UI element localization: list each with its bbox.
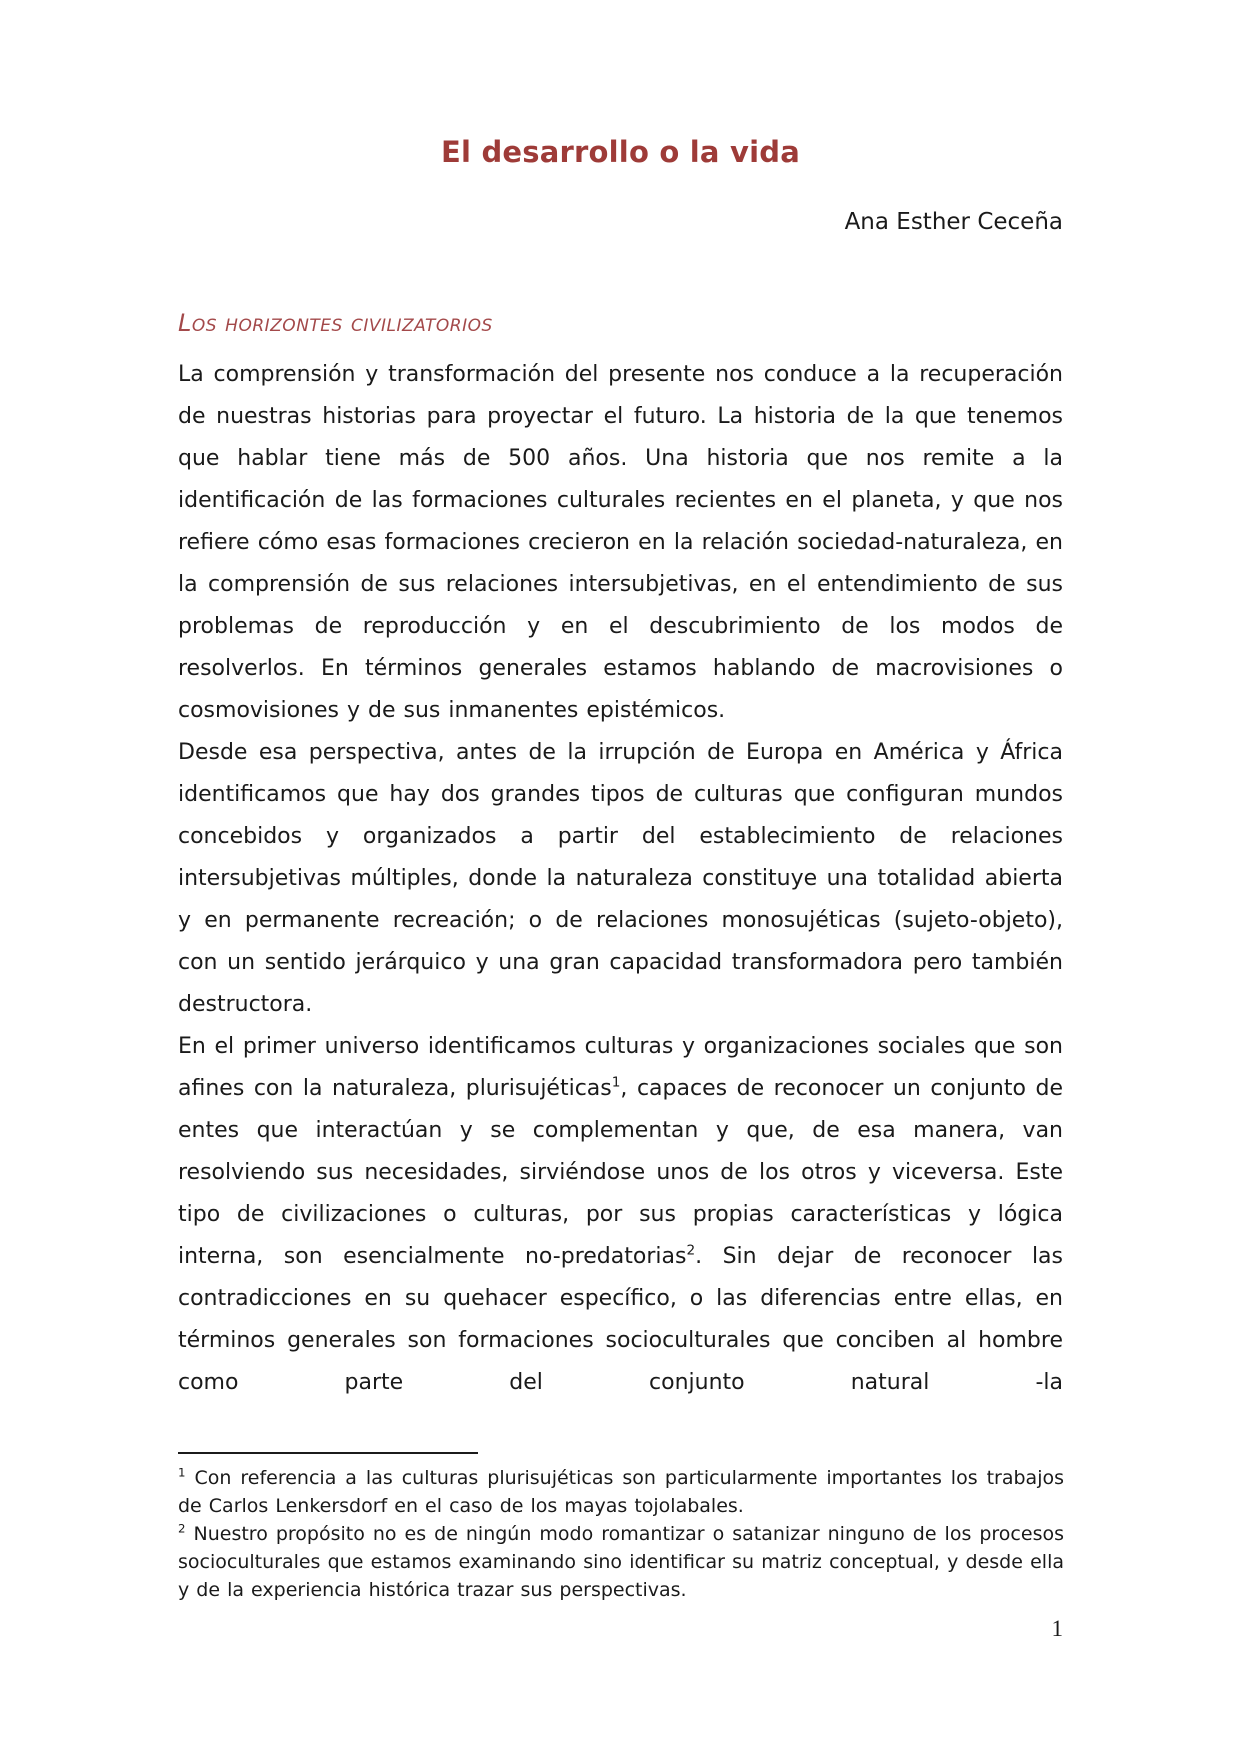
footnotes-section <box>178 1452 1064 1604</box>
author-name: Ana Esther Ceceña <box>844 209 1063 235</box>
page-number: 1 <box>1051 1616 1063 1641</box>
footnote-ref-1: 1 <box>611 1074 621 1091</box>
section-heading: Los horizontes civilizatorios <box>178 309 493 337</box>
paragraph-2: Desde esa perspectiva, antes de la irrupción de Europa en América y África identificamos que hay dos grandes tipos de culturas que configuran mundos concebidos y organizados a partir del establecimiento de relaciones intersubjetivas múltiples, donde la naturaleza constituye una totalidad abierta y en permanente recreación; o de relaciones monosujéticas (sujeto-objeto), con un sentido jerárquico y una gran capacidad transformadora pero también destructora. <box>178 740 1063 1017</box>
footnote-2 <box>178 1520 1064 1604</box>
footnote-ref-2: 2 <box>686 1242 696 1259</box>
paragraph-1: La comprensión y transformación del presente nos conduce a la recuperación de nuestras historias para proyectar el futuro. La historia de la que tenemos que hablar tiene más de 500 años. Una historia que nos remite a la identificación de las formaciones culturales recientes en el planeta, y que nos refiere cómo esas formaciones crecieron en la relación sociedad-naturaleza, en la comprensión de sus relaciones intersubjetivas, en el entendimiento de sus problemas de reproducción y en el descubrimiento de los modos de resolverlos. En términos generales estamos hablando de macrovisiones o cosmovisiones y de sus inmanentes epistémicos. <box>178 362 1063 723</box>
footnote-separator <box>178 1452 478 1454</box>
footnote-2-text: Nuestro propósito no es de ningún modo romantizar o satanizar ninguno de los procesos socioculturales que estamos examinando sino identificar su matriz conceptual, y desde ella y de la experiencia histórica trazar sus perspectivas. <box>178 1523 1064 1601</box>
footnote-2-number: 2 <box>178 1521 186 1536</box>
footnote-1-text: Con referencia a las culturas plurisujéticas son particularmente importantes los trabajos de Carlos Lenkersdorf en el caso de los mayas tojolabales. <box>178 1467 1064 1517</box>
paragraph-3-text-c: . Sin dejar de reconocer las contradicciones en su quehacer específico, o las diferencias entre ellas, en términos generales son formaciones socioculturales que conciben al hombre como parte del conjunto natural -la <box>178 1244 1064 1395</box>
document-title: El desarrollo o la vida <box>441 135 800 169</box>
paragraph-3-text-a: En el primer universo identificamos culturas y organizaciones sociales que son afines con la naturaleza, plurisujéticas <box>178 1034 1063 1101</box>
footnote-1 <box>178 1464 1064 1520</box>
footnote-1-number: 1 <box>178 1465 186 1480</box>
paragraph-3 <box>178 1026 1063 1404</box>
body-text <box>178 354 1063 1404</box>
paragraph-3-text-b: , capaces de reconocer un conjunto de entes que interactúan y se complementan y que, de esa manera, van resolviendo sus necesidades, sirviéndose unos de los otros y viceversa. Este tipo de civilizaciones o culturas, por sus propias características y lógica interna, son esencialmente no-predatorias <box>178 1076 1063 1269</box>
